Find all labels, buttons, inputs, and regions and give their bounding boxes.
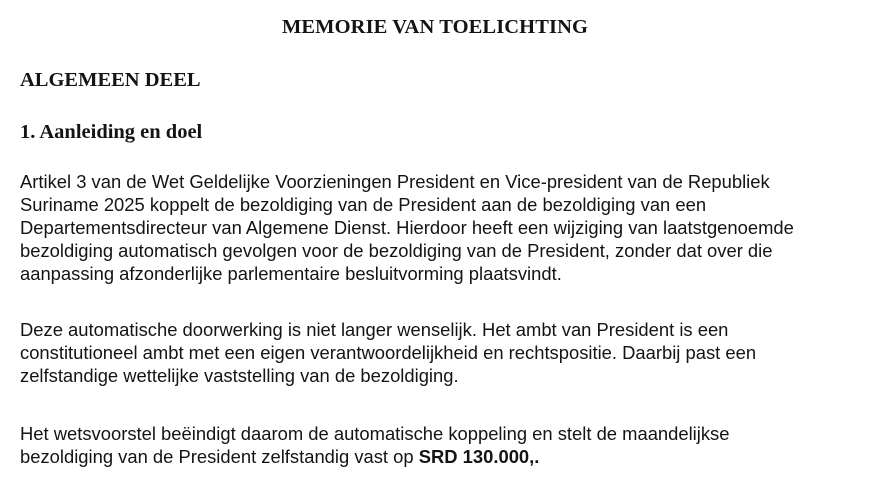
document-title: MEMORIE VAN TOELICHTING <box>281 16 589 38</box>
text-line: Suriname 2025 koppelt de bezoldiging van de President aan de bezoldiging van een <box>20 194 707 215</box>
general-part-heading: ALGEMEEN DEEL <box>20 69 201 91</box>
text-line: bezoldiging automatisch gevolgen voor de bezoldiging van de President, zonder dat over die <box>20 240 773 261</box>
text-line: zelfstandige wettelijke vaststelling van de bezoldiging. <box>20 365 459 386</box>
salary-amount: SRD 130.000,. <box>418 446 540 467</box>
section-heading: 1. Aanleiding en doel <box>20 121 203 143</box>
text-line: Artikel 3 van de Wet Geldelijke Voorzieningen President en Vice-president van de Republiek <box>20 171 770 192</box>
text-segment: bezoldiging van de President zelfstandig vast op <box>20 446 419 467</box>
text-line <box>20 445 865 468</box>
text-line: aanpassing afzonderlijke parlementaire besluitvorming plaatsvindt. <box>20 263 562 284</box>
text-line: constitutioneel ambt met een eigen verantwoordelijkheid en rechtspositie. Daarbij past een <box>20 342 757 363</box>
paragraph-proposal <box>20 422 865 468</box>
paragraph-automatic-effect <box>20 318 865 387</box>
text-line: Deze automatische doorwerking is niet langer wenselijk. Het ambt van President is een <box>20 319 729 340</box>
text-line: Departementsdirecteur van Algemene Dienst. Hierdoor heeft een wijziging van laatstgenoemde <box>20 217 794 238</box>
paragraph-article-3 <box>20 170 865 285</box>
text-line: Het wetsvoorstel beëindigt daarom de automatische koppeling en stelt de maandelijkse <box>20 423 730 444</box>
